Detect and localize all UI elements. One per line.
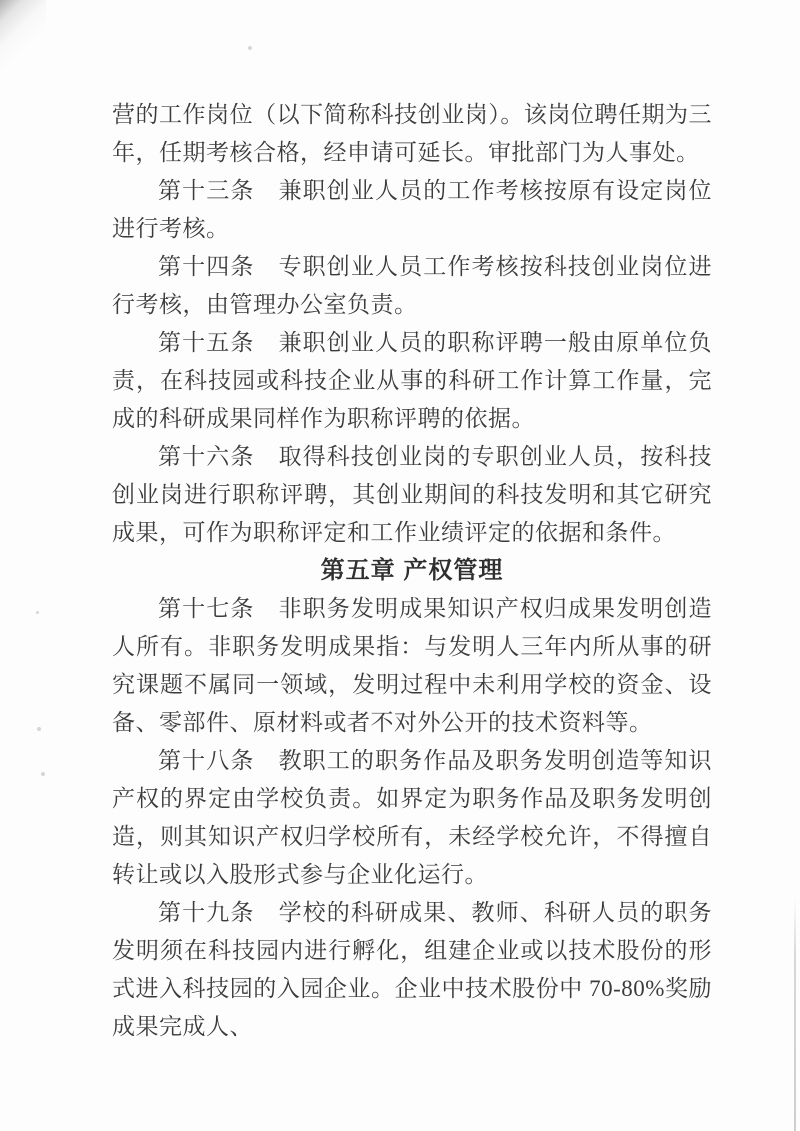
paragraph-article-18: 第十八条 教职工的职务作品及职务发明创造等知识产权的界定由学校负责。如界定为职务作品及职务发明创造，则其知识产权归学校所有，未经学校允许，不得擅自转让或以入股形式参与企业化运行。: [112, 748, 712, 887]
paragraph-article-13: 第十三条 兼职创业人员的工作考核按原有设定岗位进行考核。: [112, 178, 712, 241]
scan-corner-smudge: [0, 0, 46, 80]
scan-speckle: [37, 727, 41, 731]
scan-speckle: [41, 772, 45, 776]
paragraph-article-15: 第十五条 兼职创业人员的职称评聘一般由原单位负责，在科技园或科技企业从事的科研工作计算工作量，完成的科研成果同样作为职称评聘的依据。: [112, 330, 712, 431]
paragraph-article-16: 第十六条 取得科技创业岗的专职创业人员，按科技创业岗进行职称评聘，其创业期间的科技发明和其它研究成果，可作为职称评定和工作业绩评定的依据和条件。: [112, 444, 712, 545]
scan-speckle: [248, 46, 252, 50]
paragraph-continuation: 营的工作岗位（以下简称科技创业岗）。该岗位聘任期为三年，任期考核合格，经申请可延长。审批部门为人事处。: [112, 102, 712, 165]
scan-edge-line: [794, 898, 796, 1131]
document-body: [112, 96, 712, 1046]
paragraph-article-19: 第十九条 学校的科研成果、教师、科研人员的职务发明须在科技园内进行孵化，组建企业或以技术股份的形式进入科技园的入园企业。企业中技术股份中 70-80%奖励成果完成人、: [112, 900, 712, 1039]
scan-speckle: [36, 611, 39, 614]
paragraph-article-14: 第十四条 专职创业人员工作考核按科技创业岗位进行考核，由管理办公室负责。: [112, 254, 712, 317]
paragraph-article-17: 第十七条 非职务发明成果知识产权归成果发明创造人所有。非职务发明成果指：与发明人三年内所从事的研究课题不属同一领域，发明过程中未利用学校的资金、设备、零部件、原材料或者不对外公开的技术资料等。: [112, 596, 712, 735]
chapter-heading: 第五章 产权管理: [320, 557, 504, 584]
